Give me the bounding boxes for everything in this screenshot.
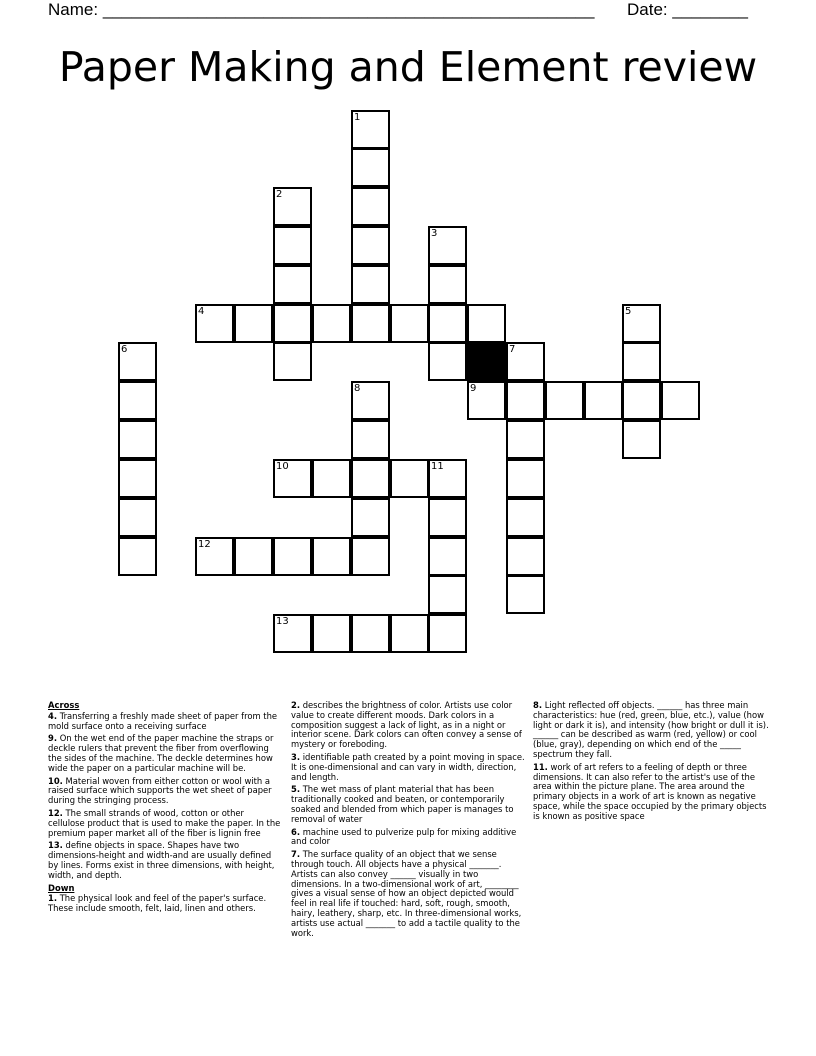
down-clue-2: 2. describes the brightness of color. Artists use color value to create different moods. Dark colors in a composition suggest a lack of light, as in a night or interior scene. Dark colors can often convey a sense of mystery or foreboding.: [291, 700, 522, 750]
clues-column-2: [291, 701, 527, 941]
name-label: Name:: [48, 0, 99, 19]
grid-cell[interactable]: [545, 381, 584, 420]
grid-cell[interactable]: [390, 614, 429, 653]
page-title: Paper Making and Element review: [58, 43, 758, 91]
grid-cell[interactable]: [506, 420, 545, 459]
clue-number: 12: [198, 539, 211, 550]
clue-number: 5: [625, 306, 632, 317]
down-clue-8: 8. Light reflected off objects. ______ has three main characteristics: hue (red, green, blue, etc.), value (how light or dark it is), and intensity (how bright or dull it is). ______ can be described as warm (red, yellow) or cool (blue, gray), depending on which end of the _____ spectrum they fall.: [533, 700, 769, 759]
grid-cell[interactable]: [312, 537, 351, 576]
down-clue-1: 1. The physical look and feel of the paper's surface. These include smooth, felt, laid, linen and others.: [48, 893, 267, 914]
grid-cell[interactable]: [351, 498, 390, 537]
across-clue-13: 13. define objects in space. Shapes have two dimensions-height and width-and are usually defined by lines. Forms exist in three dimensions, with height, width, and depth.: [48, 840, 275, 880]
grid-cell[interactable]: [428, 575, 467, 614]
grid-cell[interactable]: [622, 381, 661, 420]
grid-cell[interactable]: [506, 575, 545, 614]
clue-number: 10: [276, 461, 289, 472]
down-clue-5: 5. The wet mass of plant material that has been traditionally cooked and beaten, or contemporarily soaked and blended from which paper is manages to removal of water: [291, 784, 514, 824]
down-clue-3: 3. identifiable path created by a point moving in space. It is one-dimensional and can vary in width, direction, and length.: [291, 751, 525, 782]
clue-number: 11: [431, 461, 444, 472]
grid-cell[interactable]: [118, 498, 157, 537]
down-heading: Down: [48, 882, 75, 893]
grid-cell[interactable]: [506, 498, 545, 537]
grid-cell[interactable]: [428, 342, 467, 381]
clue-number: 7: [509, 344, 516, 355]
grid-cell[interactable]: [351, 537, 390, 576]
clues-column-1: [48, 701, 282, 917]
grid-cell[interactable]: [584, 381, 623, 420]
grid-cell[interactable]: [622, 420, 661, 459]
grid-cell[interactable]: [312, 614, 351, 653]
grid-cell[interactable]: [428, 614, 467, 653]
grid-cell[interactable]: [351, 148, 390, 187]
grid-cell[interactable]: [622, 342, 661, 381]
grid-cell[interactable]: [312, 459, 351, 498]
across-heading: Across: [48, 700, 80, 710]
date-blank[interactable]: ________: [672, 0, 749, 19]
grid-cell[interactable]: [506, 537, 545, 576]
grid-cell[interactable]: [351, 420, 390, 459]
grid-cell[interactable]: [273, 342, 312, 381]
grid-cell[interactable]: [273, 304, 312, 343]
clue-number: 8: [354, 383, 361, 394]
grid-cell[interactable]: [506, 459, 545, 498]
across-clue-9: 9. On the wet end of the paper machine the straps or deckle rulers that prevent the fiber from overflowing the sides of the machine. The deckle determines how wide the paper on a particular machine will be.: [48, 733, 274, 773]
grid-cell[interactable]: [390, 459, 429, 498]
grid-cell[interactable]: [506, 381, 545, 420]
grid-cell[interactable]: [118, 381, 157, 420]
name-blank[interactable]: ____________________________________________________: [102, 0, 595, 19]
grid-cell[interactable]: [118, 420, 157, 459]
grid-cell[interactable]: [428, 537, 467, 576]
grid-cell[interactable]: [118, 537, 157, 576]
clues-column-3: [533, 701, 771, 825]
black-cell: [467, 342, 506, 381]
clue-number: 9: [470, 383, 477, 394]
clue-number: 13: [276, 616, 289, 627]
grid-cell[interactable]: [234, 537, 273, 576]
grid-cell[interactable]: [390, 304, 429, 343]
grid-cell[interactable]: [428, 304, 467, 343]
across-clue-12: 12. The small strands of wood, cotton or other cellulose product that is used to make the paper. In the premium paper market all of the fiber is lignin free: [48, 807, 281, 838]
grid-cell[interactable]: [467, 304, 506, 343]
grid-cell[interactable]: [351, 459, 390, 498]
grid-cell[interactable]: [428, 265, 467, 304]
clue-number: 1: [354, 112, 361, 123]
clue-number: 6: [121, 344, 128, 355]
clue-number: 2: [276, 189, 283, 200]
grid-cell[interactable]: [273, 226, 312, 265]
down-clue-7: 7. The surface quality of an object that we sense through touch. All objects have a physical _______. Artists can also convey ______ visually in two dimensions. In a two-dimensional work of art, ________ gives a visual sense of how an object depicted would feel in real life if touched: hard, soft, rough, smooth, hairy, leathery, sharp, etc. In three-dimensional works, artists use actual _______ to add a tactile quality to the work.: [291, 849, 522, 938]
grid-cell[interactable]: [273, 537, 312, 576]
down-clue-11: 11. work of art refers to a feeling of depth or three dimensions. It can also refer to the artist's use of the area within the picture plane. The area around the primary objects in a work of art is known as negative space, while the space occupied by the primary objects is known as positive space: [533, 761, 767, 821]
grid-cell[interactable]: [118, 459, 157, 498]
clue-number: 4: [198, 306, 205, 317]
clue-number: 3: [431, 228, 438, 239]
grid-cell[interactable]: [661, 381, 700, 420]
date-label: Date:: [627, 0, 668, 19]
grid-cell[interactable]: [351, 265, 390, 304]
down-clue-6: 6. machine used to pulverize pulp for mixing additive and color: [291, 826, 517, 847]
across-clue-4: 4. Transferring a freshly made sheet of paper from the mold surface onto a receiving surface: [48, 710, 278, 731]
grid-cell[interactable]: [351, 226, 390, 265]
grid-cell[interactable]: [273, 265, 312, 304]
across-clue-10: 10. Material woven from either cotton or wool with a raised surface which supports the wet sheet of paper during the stringing process.: [48, 775, 272, 806]
grid-cell[interactable]: [351, 614, 390, 653]
grid-cell[interactable]: [312, 304, 351, 343]
grid-cell[interactable]: [351, 187, 390, 226]
grid-cell[interactable]: [428, 498, 467, 537]
grid-cell[interactable]: [351, 304, 390, 343]
grid-cell[interactable]: [234, 304, 273, 343]
